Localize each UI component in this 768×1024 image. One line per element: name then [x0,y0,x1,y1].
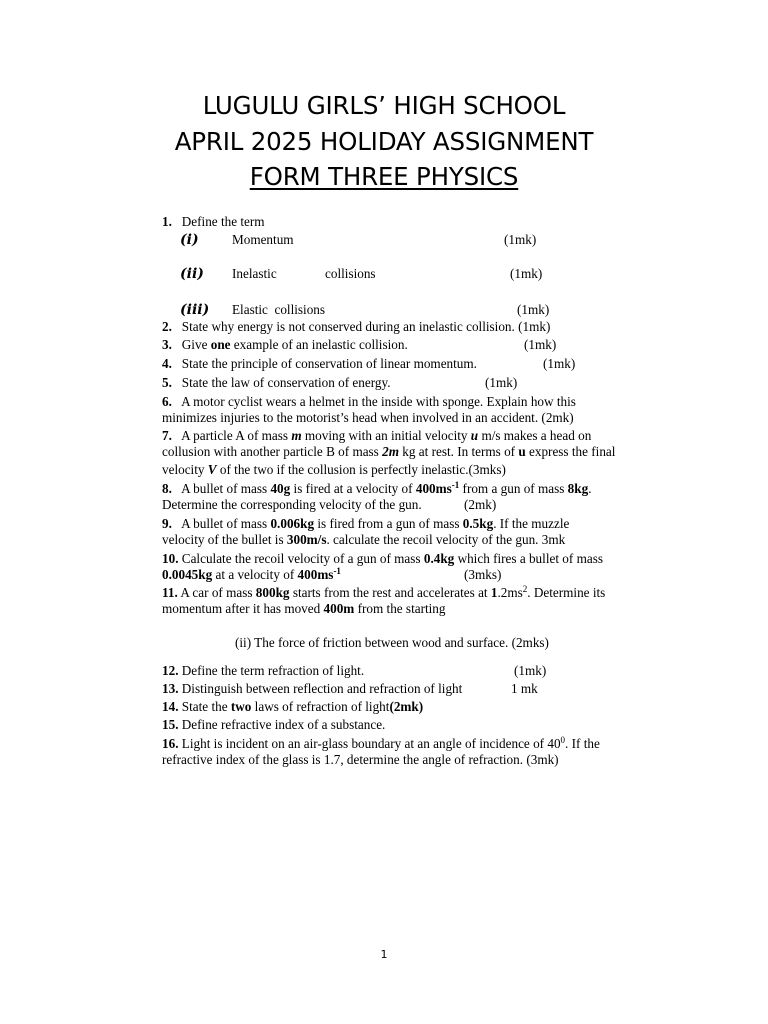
value: 0.4kg [423,551,455,566]
question-7-line-3 [162,462,506,478]
question-text: at a velocity of [212,567,298,582]
question-text: . calculate the recoil velocity of the gun. 3mk [326,532,566,547]
value: 1 [490,585,498,600]
value: 0.5kg [462,516,494,531]
part-label: (i) [180,232,199,248]
question-text: Distinguish between reflection and refraction of light [181,681,463,696]
question-number: 4. [162,356,172,371]
value: .2ms [497,585,523,600]
question-11-line-2 [162,601,446,617]
question-3 [162,337,408,353]
question-number: 12. [162,663,179,678]
page-number: 1 [380,948,388,961]
value: 400ms [415,481,452,496]
question-text: of the two if the collusion is perfectly inelastic.(3mks) [216,462,506,477]
question-number: 7. [162,428,172,443]
variable: u [470,428,479,443]
question-2 [162,319,550,335]
question-8 [162,481,592,497]
question-8-line-2: Determine the corresponding velocity of the gun. [162,497,422,512]
question-marks: (3mks) [464,567,502,582]
value: 400m [323,601,355,616]
question-text: State the [181,699,231,714]
value: 800kg [255,585,290,600]
value: 40g [270,481,291,496]
question-7 [162,428,591,444]
question-text: example of an inelastic collision. [230,337,408,352]
question-marks: (1mk) [543,356,576,371]
part-label: (iii) [180,302,210,318]
question-number: 10. [162,551,179,566]
question-number: 2. [162,319,172,334]
value: 0.006kg [270,516,315,531]
question-marks: (1mk) [524,337,557,352]
question-number: 15. [162,717,179,732]
variable: V [207,462,217,477]
value: 400ms [297,567,334,582]
question-number: 9. [162,516,172,531]
question-text: . If the muzzle [493,516,570,531]
assignment-title: APRIL 2025 HOLIDAY ASSIGNMENT [174,127,594,156]
question-number: 8. [162,481,172,496]
value: 300m/s [286,532,327,547]
question-12 [162,663,364,679]
question-text: collusion with another particle B of mass [162,444,383,459]
question-text: State why energy is not conserved during an inelastic collision. (1mk) [181,319,551,334]
question-text: Give [181,337,211,352]
question-4 [162,356,477,372]
question-text: laws of refraction of light [251,699,390,714]
question-10 [162,551,603,567]
question-text: velocity [162,462,208,477]
variable: u [518,444,526,459]
question-text: Calculate the recoil velocity of a gun of mass [181,551,424,566]
question-text: m/s makes a head on [478,428,592,443]
question-text: A bullet of mass [181,516,271,531]
question-14 [162,699,423,715]
part-term: Inelastic [232,266,277,281]
part-term-second: collisions [325,266,376,281]
variable: m [291,428,302,443]
question-text: A car of mass [180,585,256,600]
question-text: from a gun of mass [459,481,568,496]
exponent: -1 [333,566,341,576]
question-text: A motor cyclist wears a helmet in the inside with sponge. Explain how this [181,394,576,409]
question-text: is fired at a velocity of [290,481,416,496]
question-number: 11. [162,585,178,600]
question-text: State the law of conservation of energy. [181,375,391,390]
exponent: -1 [451,480,460,490]
question-text: which fires a bullet of mass [454,551,603,566]
exponent: 0 [560,735,566,745]
exponent: 2 [522,584,528,594]
question-text: express the final [525,444,616,459]
question-text: moving with an initial velocity [301,428,471,443]
question-number: 6. [162,394,172,409]
question-11 [162,585,605,601]
emphasis-word: one [210,337,231,352]
question-marks: 1 mk [511,681,538,696]
question-15 [162,717,385,733]
question-text: . Determine its [527,585,606,600]
part-label: (ii) [180,266,204,282]
question-text: starts from the rest and accelerates at [289,585,491,600]
part-term: Elastic collisions [232,302,326,317]
question-text: . If the [565,736,600,751]
variable: 2m [382,444,399,459]
emphasis-word: two [230,699,252,714]
question-text: kg at rest. In terms of [398,444,519,459]
question-6 [162,394,576,410]
question-number: 16. [162,736,179,751]
question-text: A particle A of mass [181,428,292,443]
school-name: LUGULU GIRLS’ HIGH SCHOOL [202,91,566,120]
question-16-line-2: refractive index of the glass is 1.7, determine the angle of refraction. (3mk) [162,752,559,767]
question-text: A bullet of mass [181,481,271,496]
question-text: State the principle of conservation of linear momentum. [181,356,477,371]
question-11-subpart: (ii) The force of friction between wood and surface. (2mks) [235,635,549,650]
question-marks: (1mk) [514,663,547,678]
question-text: Define the term refraction of light. [181,663,365,678]
value: 0.0045kg [162,567,213,582]
value: 8kg [567,481,589,496]
question-9 [162,516,569,532]
part-marks: (1mk) [504,232,537,247]
question-text: Define refractive index of a substance. [181,717,386,732]
question-text: momentum after it has moved [162,601,324,616]
question-13 [162,681,462,697]
question-5 [162,375,391,391]
punctuation: . [588,481,592,496]
subject-title [0,161,768,193]
question-1 [162,214,265,230]
question-marks: (2mk) [464,497,497,512]
subject-title-text: FORM THREE PHYSICS [249,162,519,191]
question-7-line-2 [162,444,615,460]
question-number: 13. [162,681,179,696]
question-10-line-2 [162,567,341,583]
question-text: Light is incident on an air-glass boundary at an angle of incidence of 40 [181,736,561,751]
question-marks: (2mk) [389,699,424,714]
question-number: 14. [162,699,179,714]
part-marks: (1mk) [510,266,543,281]
question-text: Define the term [181,214,265,229]
question-16 [162,736,600,752]
question-number: 5. [162,375,172,390]
question-text: is fired from a gun of mass [314,516,463,531]
question-text: velocity of the bullet is [162,532,287,547]
question-6-line-2: minimizes injuries to the motorist’s head when involved in an accident. (2mk) [162,410,574,425]
question-number: 1. [162,214,172,229]
question-marks: (1mk) [485,375,518,390]
question-number: 3. [162,337,172,352]
question-9-line-2 [162,532,565,548]
part-term: Momentum [232,232,294,247]
part-marks: (1mk) [517,302,550,317]
question-text: from the starting [354,601,446,616]
